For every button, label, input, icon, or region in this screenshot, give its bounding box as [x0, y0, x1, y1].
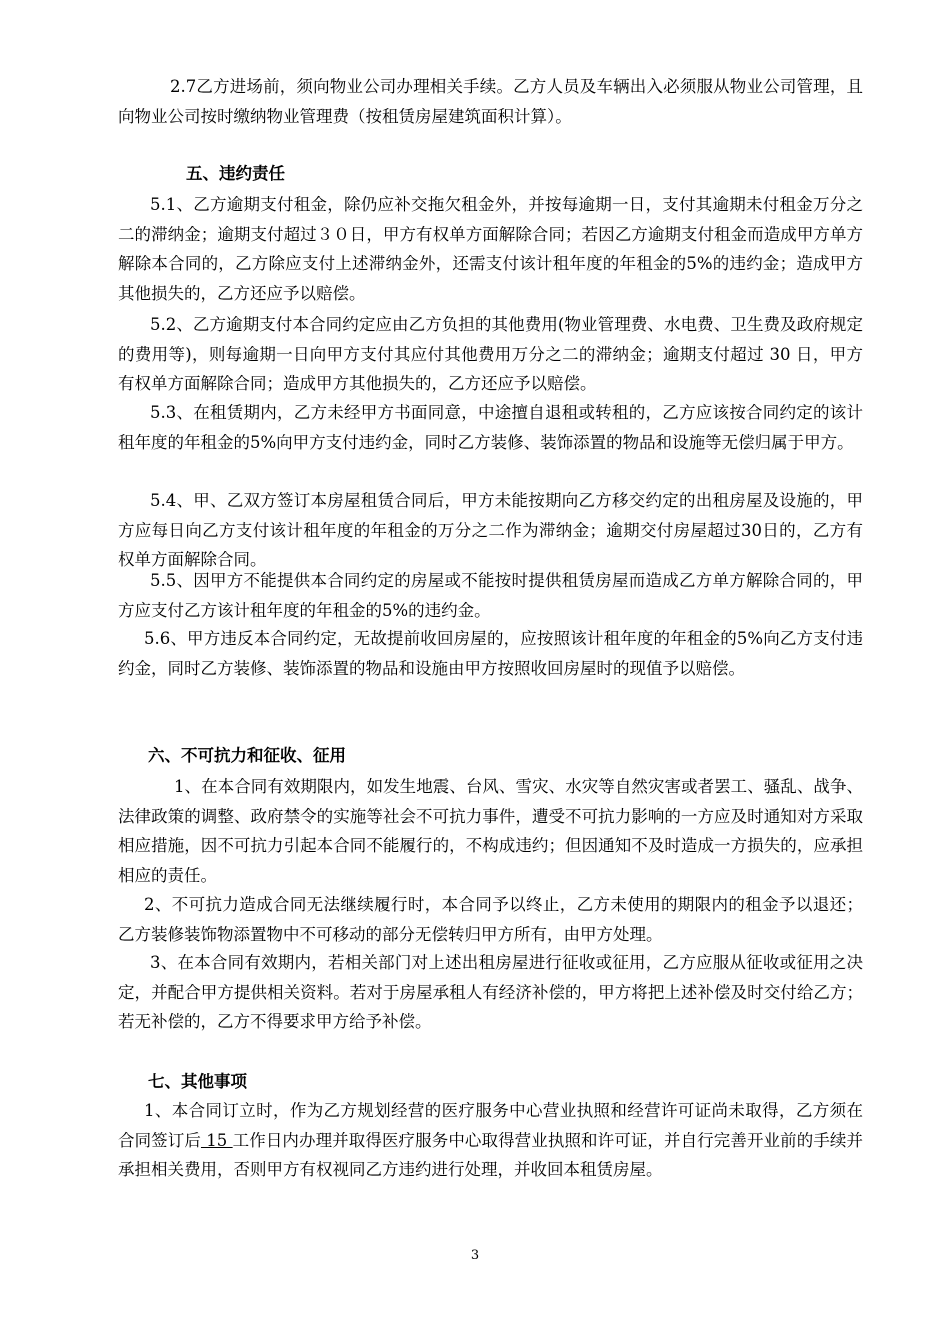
section-7-heading: 七、其他事项 [148, 1072, 247, 1091]
clause-7-1-text-a: 1、本合同订立时，作为乙方规划经营的医疗服务中心营业执照和经营许可证尚未取得，乙方须在合同签订后 [118, 1101, 863, 1150]
clause-6-3: 3、在本合同有效期内，若相关部门对上述出租房屋进行征收或征用，乙方应服从征收或征用之决定，并配合甲方提供相关资料。若对于房屋承租人有经济补偿的，甲方将把上述补偿及时交付给乙方；若无补偿的，乙方不得要求甲方给予补偿。 [118, 953, 863, 1031]
clause-7-1-text-b: 工作日内办理并取得医疗服务中心取得营业执照和许可证，并自行完善开业前的手续并承担相关费用，否则甲方有权视同乙方违约进行处理，并收回本租赁房屋。 [118, 1130, 864, 1179]
clause-5-5: 5.5、因甲方不能提供本合同约定的房屋或不能按时提供租赁房屋而造成乙方单方解除合同的，甲方应支付乙方该计租年度的年租金的5%的违约金。 [118, 571, 863, 620]
section-5-heading: 五、违约责任 [186, 164, 285, 183]
clause-7-1 [118, 1096, 863, 1185]
section-6-heading: 六、不可抗力和征收、征用 [148, 746, 346, 765]
page-number: 3 [470, 1248, 480, 1263]
clause-6-1: 1、在本合同有效期限内，如发生地震、台风、雪灾、水灾等自然灾害或者罢工、骚乱、战争、法律政策的调整、政府禁令的实施等社会不可抗力事件，遭受不可抗力影响的一方应及时通知对方采取相应措施，因不可抗力引起本合同不能履行的，不构成违约；但因通知不及时造成一方损失的，应承担相应的责任。 [118, 777, 863, 885]
clause-5-2: 5.2、乙方逾期支付本合同约定应由乙方负担的其他费用(物业管理费、水电费、卫生费及政府规定的费用等)，则每逾期一日向甲方支付其应付其他费用万分之二的滞纳金；逾期支付超过 30 日，甲方有权单方面解除合同；造成甲方其他损失的，乙方还应予以赔偿。 [118, 315, 863, 393]
clause-2-7: 2.7乙方进场前，须向物业公司办理相关手续。乙方人员及车辆出入必须服从物业公司管理，且向物业公司按时缴纳物业管理费（按租赁房屋建筑面积计算）。 [118, 77, 863, 126]
clause-5-4: 5.4、甲、乙双方签订本房屋租赁合同后，甲方未能按期向乙方移交约定的出租房屋及设施的，甲方应每日向乙方支付该计租年度的年租金的万分之二作为滞纳金；逾期交付房屋超过30日的，乙方有权单方面解除合同。 [118, 491, 863, 569]
clause-6-2: 2、不可抗力造成合同无法继续履行时，本合同予以终止，乙方未使用的期限内的租金予以退还；乙方装修装饰物添置物中不可移动的部分无偿转归甲方所有，由甲方处理。 [118, 895, 863, 944]
clause-5-3: 5.3、在租赁期内，乙方未经甲方书面同意，中途擅自退租或转租的，乙方应该按合同约定的该计租年度的年租金的5%向甲方支付违约金，同时乙方装修、装饰添置的物品和设施等无偿归属于甲方。 [118, 403, 863, 452]
clause-5-1: 5.1、乙方逾期支付租金，除仍应补交拖欠租金外，并按每逾期一日，支付其逾期未付租金万分之二的滞纳金；逾期支付超过３０日，甲方有权单方面解除合同；若因乙方逾期支付租金而造成甲方单方解除本合同的，乙方除应支付上述滞纳金外，还需支付该计租年度的年租金的5%的违约金；造成甲方其他损失的，乙方还应予以赔偿。 [118, 195, 863, 303]
clause-7-1-days-blank: 15 [200, 1130, 233, 1150]
clause-5-6: 5.6、甲方违反本合同约定，无故提前收回房屋的，应按照该计租年度的年租金的5%向乙方支付违约金，同时乙方装修、装饰添置的物品和设施由甲方按照收回房屋时的现值予以赔偿。 [118, 629, 863, 678]
